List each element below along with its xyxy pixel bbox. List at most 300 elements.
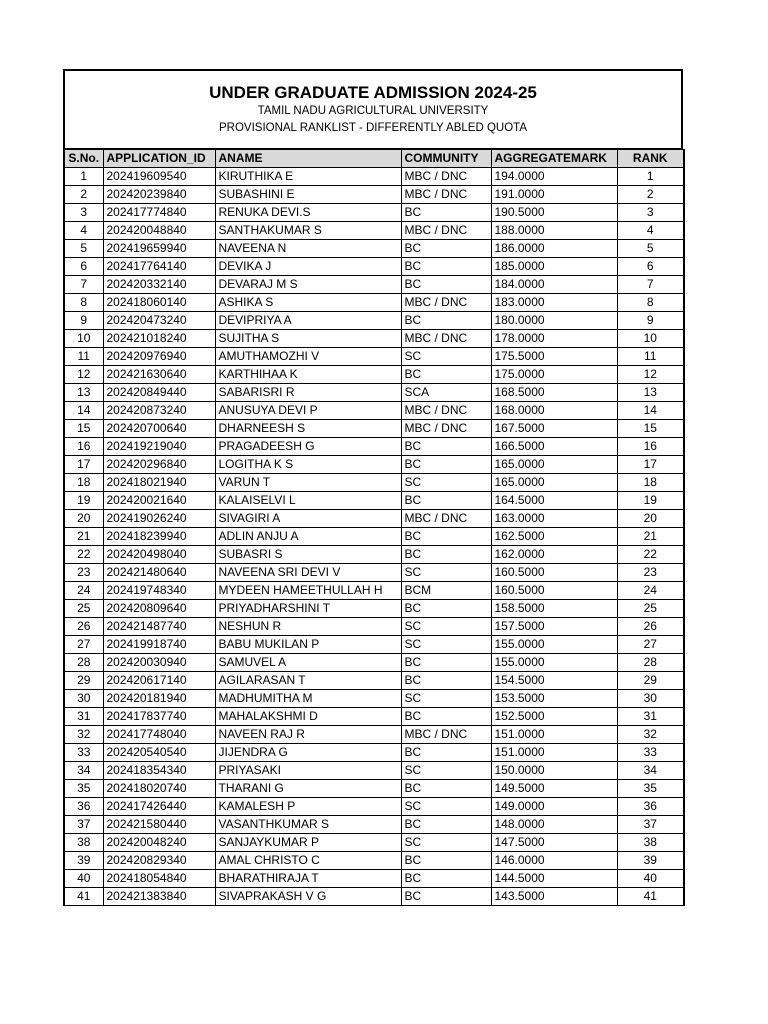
cell-application-id: 202419026240 xyxy=(103,510,215,528)
table-row xyxy=(64,330,684,348)
cell-sno: 36 xyxy=(64,798,103,816)
cell-aname: KALAISELVI L xyxy=(215,492,401,510)
cell-community: BC xyxy=(401,852,491,870)
cell-sno: 31 xyxy=(64,708,103,726)
table-row xyxy=(64,672,684,690)
cell-application-id: 202420809640 xyxy=(103,600,215,618)
cell-aggregatemark: 143.5000 xyxy=(491,888,617,906)
cell-rank: 6 xyxy=(617,258,684,276)
cell-aggregatemark: 151.0000 xyxy=(491,744,617,762)
table-row xyxy=(64,168,684,186)
cell-aname: KIRUTHIKA E xyxy=(215,168,401,186)
cell-aname: PRIYASAKI xyxy=(215,762,401,780)
table-row xyxy=(64,546,684,564)
table-row xyxy=(64,456,684,474)
cell-application-id: 202420617140 xyxy=(103,672,215,690)
cell-aggregatemark: 154.5000 xyxy=(491,672,617,690)
cell-aname: THARANI G xyxy=(215,780,401,798)
cell-aname: DEVIKA J xyxy=(215,258,401,276)
cell-community: MBC / DNC xyxy=(401,726,491,744)
cell-aggregatemark: 175.5000 xyxy=(491,348,617,366)
cell-community: BC xyxy=(401,672,491,690)
cell-rank: 32 xyxy=(617,726,684,744)
col-header-sno: S.No. xyxy=(64,150,103,168)
table-row xyxy=(64,798,684,816)
cell-sno: 33 xyxy=(64,744,103,762)
cell-community: SC xyxy=(401,690,491,708)
cell-rank: 19 xyxy=(617,492,684,510)
table-row xyxy=(64,402,684,420)
cell-application-id: 202417748040 xyxy=(103,726,215,744)
cell-rank: 41 xyxy=(617,888,684,906)
cell-rank: 18 xyxy=(617,474,684,492)
cell-community: SC xyxy=(401,564,491,582)
cell-rank: 34 xyxy=(617,762,684,780)
cell-aname: SAMUVEL A xyxy=(215,654,401,672)
cell-aggregatemark: 147.5000 xyxy=(491,834,617,852)
cell-aggregatemark: 162.5000 xyxy=(491,528,617,546)
cell-application-id: 202420332140 xyxy=(103,276,215,294)
cell-aname: SUBASHINI E xyxy=(215,186,401,204)
cell-community: SCA xyxy=(401,384,491,402)
cell-aggregatemark: 146.0000 xyxy=(491,852,617,870)
cell-sno: 24 xyxy=(64,582,103,600)
table-row xyxy=(64,636,684,654)
cell-community: BC xyxy=(401,258,491,276)
table-header-row xyxy=(64,150,684,168)
cell-rank: 4 xyxy=(617,222,684,240)
cell-community: SC xyxy=(401,618,491,636)
cell-application-id: 202420239840 xyxy=(103,186,215,204)
cell-community: BC xyxy=(401,654,491,672)
cell-aggregatemark: 163.0000 xyxy=(491,510,617,528)
cell-aname: PRIYADHARSHINI T xyxy=(215,600,401,618)
table-row xyxy=(64,690,684,708)
table-row xyxy=(64,852,684,870)
table-row xyxy=(64,204,684,222)
cell-sno: 14 xyxy=(64,402,103,420)
cell-community: SC xyxy=(401,474,491,492)
cell-community: BC xyxy=(401,600,491,618)
cell-application-id: 202417837740 xyxy=(103,708,215,726)
cell-aname: NAVEEN RAJ R xyxy=(215,726,401,744)
cell-sno: 15 xyxy=(64,420,103,438)
cell-sno: 37 xyxy=(64,816,103,834)
cell-community: MBC / DNC xyxy=(401,510,491,528)
cell-rank: 31 xyxy=(617,708,684,726)
cell-rank: 35 xyxy=(617,780,684,798)
cell-application-id: 202417774840 xyxy=(103,204,215,222)
cell-aggregatemark: 160.5000 xyxy=(491,582,617,600)
cell-community: BC xyxy=(401,456,491,474)
cell-community: BC xyxy=(401,744,491,762)
cell-sno: 22 xyxy=(64,546,103,564)
cell-sno: 28 xyxy=(64,654,103,672)
cell-application-id: 202419748340 xyxy=(103,582,215,600)
cell-aggregatemark: 153.5000 xyxy=(491,690,617,708)
cell-application-id: 202419219040 xyxy=(103,438,215,456)
cell-sno: 9 xyxy=(64,312,103,330)
cell-rank: 8 xyxy=(617,294,684,312)
cell-community: MBC / DNC xyxy=(401,330,491,348)
cell-application-id: 202417764140 xyxy=(103,258,215,276)
cell-sno: 21 xyxy=(64,528,103,546)
cell-application-id: 202417426440 xyxy=(103,798,215,816)
cell-rank: 20 xyxy=(617,510,684,528)
cell-rank: 5 xyxy=(617,240,684,258)
cell-community: BC xyxy=(401,816,491,834)
cell-aname: AGILARASAN T xyxy=(215,672,401,690)
cell-rank: 7 xyxy=(617,276,684,294)
cell-rank: 11 xyxy=(617,348,684,366)
cell-application-id: 202418020740 xyxy=(103,780,215,798)
cell-community: BCM xyxy=(401,582,491,600)
cell-aggregatemark: 184.0000 xyxy=(491,276,617,294)
table-row xyxy=(64,744,684,762)
table-row xyxy=(64,816,684,834)
table-row xyxy=(64,474,684,492)
cell-rank: 1 xyxy=(617,168,684,186)
col-header-community: COMMUNITY xyxy=(401,150,491,168)
table-row xyxy=(64,726,684,744)
cell-sno: 34 xyxy=(64,762,103,780)
cell-aggregatemark: 165.0000 xyxy=(491,474,617,492)
table-row xyxy=(64,312,684,330)
cell-sno: 17 xyxy=(64,456,103,474)
table-row xyxy=(64,582,684,600)
cell-aggregatemark: 160.5000 xyxy=(491,564,617,582)
cell-aname: ANUSUYA DEVI P xyxy=(215,402,401,420)
cell-sno: 3 xyxy=(64,204,103,222)
cell-aname: BABU MUKILAN P xyxy=(215,636,401,654)
cell-community: BC xyxy=(401,888,491,906)
cell-community: BC xyxy=(401,312,491,330)
cell-aggregatemark: 157.5000 xyxy=(491,618,617,636)
cell-community: BC xyxy=(401,438,491,456)
cell-rank: 28 xyxy=(617,654,684,672)
cell-community: BC xyxy=(401,546,491,564)
cell-community: BC xyxy=(401,528,491,546)
col-header-aname: ANAME xyxy=(215,150,401,168)
cell-aname: NAVEENA SRI DEVI V xyxy=(215,564,401,582)
cell-aggregatemark: 158.5000 xyxy=(491,600,617,618)
table-row xyxy=(64,186,684,204)
cell-application-id: 202421480640 xyxy=(103,564,215,582)
document-header xyxy=(63,69,683,149)
cell-rank: 26 xyxy=(617,618,684,636)
table-row xyxy=(64,708,684,726)
cell-community: BC xyxy=(401,780,491,798)
cell-application-id: 202420296840 xyxy=(103,456,215,474)
cell-aggregatemark: 148.0000 xyxy=(491,816,617,834)
cell-sno: 1 xyxy=(64,168,103,186)
cell-sno: 29 xyxy=(64,672,103,690)
cell-community: BC xyxy=(401,366,491,384)
cell-rank: 10 xyxy=(617,330,684,348)
cell-aname: NESHUN R xyxy=(215,618,401,636)
ranklist-sheet xyxy=(63,69,683,906)
cell-aggregatemark: 149.0000 xyxy=(491,798,617,816)
cell-aname: DEVARAJ M S xyxy=(215,276,401,294)
cell-application-id: 202420048840 xyxy=(103,222,215,240)
cell-rank: 27 xyxy=(617,636,684,654)
cell-community: MBC / DNC xyxy=(401,402,491,420)
table-row xyxy=(64,780,684,798)
cell-aggregatemark: 152.5000 xyxy=(491,708,617,726)
cell-rank: 3 xyxy=(617,204,684,222)
table-row xyxy=(64,528,684,546)
cell-application-id: 202421018240 xyxy=(103,330,215,348)
cell-rank: 39 xyxy=(617,852,684,870)
cell-sno: 19 xyxy=(64,492,103,510)
cell-rank: 13 xyxy=(617,384,684,402)
cell-application-id: 202420498040 xyxy=(103,546,215,564)
cell-community: SC xyxy=(401,834,491,852)
cell-aname: JIJENDRA G xyxy=(215,744,401,762)
cell-application-id: 202421630640 xyxy=(103,366,215,384)
cell-aname: AMUTHAMOZHI V xyxy=(215,348,401,366)
cell-application-id: 202418239940 xyxy=(103,528,215,546)
cell-application-id: 202418021940 xyxy=(103,474,215,492)
cell-aname: LOGITHA K S xyxy=(215,456,401,474)
cell-rank: 40 xyxy=(617,870,684,888)
cell-rank: 12 xyxy=(617,366,684,384)
cell-sno: 39 xyxy=(64,852,103,870)
cell-application-id: 202420829340 xyxy=(103,852,215,870)
cell-application-id: 202421487740 xyxy=(103,618,215,636)
cell-sno: 4 xyxy=(64,222,103,240)
cell-aggregatemark: 191.0000 xyxy=(491,186,617,204)
cell-application-id: 202418054840 xyxy=(103,870,215,888)
cell-application-id: 202420700640 xyxy=(103,420,215,438)
cell-application-id: 202418354340 xyxy=(103,762,215,780)
cell-rank: 2 xyxy=(617,186,684,204)
cell-aggregatemark: 188.0000 xyxy=(491,222,617,240)
cell-aname: SUBASRI S xyxy=(215,546,401,564)
cell-aggregatemark: 144.5000 xyxy=(491,870,617,888)
cell-sno: 11 xyxy=(64,348,103,366)
cell-application-id: 202419659940 xyxy=(103,240,215,258)
cell-community: MBC / DNC xyxy=(401,168,491,186)
cell-rank: 36 xyxy=(617,798,684,816)
cell-aname: DEVIPRIYA A xyxy=(215,312,401,330)
table-row xyxy=(64,492,684,510)
cell-sno: 8 xyxy=(64,294,103,312)
cell-application-id: 202421580440 xyxy=(103,816,215,834)
cell-aname: KARTHIHAA K xyxy=(215,366,401,384)
cell-community: BC xyxy=(401,870,491,888)
cell-aggregatemark: 165.0000 xyxy=(491,456,617,474)
cell-aname: PRAGADEESH G xyxy=(215,438,401,456)
cell-application-id: 202419609540 xyxy=(103,168,215,186)
table-row xyxy=(64,438,684,456)
cell-rank: 23 xyxy=(617,564,684,582)
cell-sno: 16 xyxy=(64,438,103,456)
cell-aname: ADLIN ANJU A xyxy=(215,528,401,546)
table-row xyxy=(64,510,684,528)
cell-sno: 6 xyxy=(64,258,103,276)
table-row xyxy=(64,834,684,852)
cell-community: SC xyxy=(401,348,491,366)
cell-aggregatemark: 164.5000 xyxy=(491,492,617,510)
cell-aggregatemark: 178.0000 xyxy=(491,330,617,348)
cell-sno: 41 xyxy=(64,888,103,906)
col-header-application-id: APPLICATION_ID xyxy=(103,150,215,168)
table-row xyxy=(64,348,684,366)
cell-aname: MADHUMITHA M xyxy=(215,690,401,708)
cell-application-id: 202419918740 xyxy=(103,636,215,654)
cell-rank: 24 xyxy=(617,582,684,600)
cell-aname: VASANTHKUMAR S xyxy=(215,816,401,834)
cell-sno: 5 xyxy=(64,240,103,258)
cell-rank: 30 xyxy=(617,690,684,708)
cell-aname: VARUN T xyxy=(215,474,401,492)
cell-rank: 25 xyxy=(617,600,684,618)
cell-rank: 37 xyxy=(617,816,684,834)
cell-aggregatemark: 151.0000 xyxy=(491,726,617,744)
cell-aname: SIVAGIRI A xyxy=(215,510,401,528)
university-name: TAMIL NADU AGRICULTURAL UNIVERSITY xyxy=(257,105,489,117)
cell-community: BC xyxy=(401,276,491,294)
cell-rank: 16 xyxy=(617,438,684,456)
cell-aname: SANJAYKUMAR P xyxy=(215,834,401,852)
cell-aname: RENUKA DEVI.S xyxy=(215,204,401,222)
cell-sno: 13 xyxy=(64,384,103,402)
cell-aggregatemark: 167.5000 xyxy=(491,420,617,438)
cell-community: BC xyxy=(401,708,491,726)
cell-aname: SUJITHA S xyxy=(215,330,401,348)
cell-aname: AMAL CHRISTO C xyxy=(215,852,401,870)
table-row xyxy=(64,222,684,240)
cell-application-id: 202420849440 xyxy=(103,384,215,402)
cell-application-id: 202420021640 xyxy=(103,492,215,510)
cell-community: SC xyxy=(401,762,491,780)
table-row xyxy=(64,366,684,384)
table-row xyxy=(64,240,684,258)
table-row xyxy=(64,762,684,780)
cell-application-id: 202420873240 xyxy=(103,402,215,420)
cell-aggregatemark: 175.0000 xyxy=(491,366,617,384)
cell-community: MBC / DNC xyxy=(401,186,491,204)
table-row xyxy=(64,258,684,276)
table-row xyxy=(64,618,684,636)
cell-sno: 12 xyxy=(64,366,103,384)
ranklist-subtitle: PROVISIONAL RANKLIST - DIFFERENTLY ABLED QUOTA xyxy=(218,122,528,134)
col-header-aggregatemark: AGGREGATEMARK xyxy=(491,150,617,168)
cell-community: BC xyxy=(401,240,491,258)
cell-aggregatemark: 149.5000 xyxy=(491,780,617,798)
cell-rank: 14 xyxy=(617,402,684,420)
cell-aggregatemark: 150.0000 xyxy=(491,762,617,780)
cell-community: SC xyxy=(401,798,491,816)
cell-community: SC xyxy=(401,636,491,654)
cell-application-id: 202420181940 xyxy=(103,690,215,708)
cell-rank: 15 xyxy=(617,420,684,438)
cell-sno: 23 xyxy=(64,564,103,582)
cell-aggregatemark: 155.0000 xyxy=(491,636,617,654)
cell-rank: 21 xyxy=(617,528,684,546)
cell-sno: 35 xyxy=(64,780,103,798)
cell-rank: 9 xyxy=(617,312,684,330)
cell-sno: 30 xyxy=(64,690,103,708)
cell-sno: 38 xyxy=(64,834,103,852)
cell-rank: 22 xyxy=(617,546,684,564)
table-row xyxy=(64,384,684,402)
table-row xyxy=(64,654,684,672)
cell-application-id: 202420976940 xyxy=(103,348,215,366)
cell-aggregatemark: 162.0000 xyxy=(491,546,617,564)
cell-sno: 2 xyxy=(64,186,103,204)
cell-aggregatemark: 186.0000 xyxy=(491,240,617,258)
table-row xyxy=(64,294,684,312)
cell-application-id: 202420048240 xyxy=(103,834,215,852)
cell-rank: 17 xyxy=(617,456,684,474)
cell-sno: 26 xyxy=(64,618,103,636)
cell-application-id: 202421383840 xyxy=(103,888,215,906)
cell-aname: ASHIKA S xyxy=(215,294,401,312)
table-row xyxy=(64,420,684,438)
cell-aname: MYDEEN HAMEETHULLAH H xyxy=(215,582,401,600)
cell-aname: SIVAPRAKASH V G xyxy=(215,888,401,906)
table-row xyxy=(64,888,684,906)
cell-sno: 27 xyxy=(64,636,103,654)
table-row xyxy=(64,870,684,888)
cell-sno: 18 xyxy=(64,474,103,492)
cell-rank: 33 xyxy=(617,744,684,762)
cell-aggregatemark: 194.0000 xyxy=(491,168,617,186)
cell-aname: NAVEENA N xyxy=(215,240,401,258)
cell-aname: BHARATHIRAJA T xyxy=(215,870,401,888)
cell-aggregatemark: 190.5000 xyxy=(491,204,617,222)
cell-aname: MAHALAKSHMI D xyxy=(215,708,401,726)
cell-aggregatemark: 183.0000 xyxy=(491,294,617,312)
cell-aname: SABARISRI R xyxy=(215,384,401,402)
cell-community: MBC / DNC xyxy=(401,420,491,438)
document-title: UNDER GRADUATE ADMISSION 2024-25 xyxy=(209,83,537,102)
cell-aggregatemark: 168.0000 xyxy=(491,402,617,420)
cell-rank: 38 xyxy=(617,834,684,852)
cell-aname: SANTHAKUMAR S xyxy=(215,222,401,240)
cell-community: MBC / DNC xyxy=(401,222,491,240)
cell-community: MBC / DNC xyxy=(401,294,491,312)
cell-application-id: 202420540540 xyxy=(103,744,215,762)
cell-aggregatemark: 180.0000 xyxy=(491,312,617,330)
table-row xyxy=(64,600,684,618)
col-header-rank: RANK xyxy=(617,150,684,168)
cell-sno: 40 xyxy=(64,870,103,888)
cell-sno: 25 xyxy=(64,600,103,618)
cell-sno: 7 xyxy=(64,276,103,294)
cell-community: BC xyxy=(401,492,491,510)
cell-sno: 32 xyxy=(64,726,103,744)
cell-aggregatemark: 185.0000 xyxy=(491,258,617,276)
ranklist-table xyxy=(63,149,685,906)
cell-aggregatemark: 168.5000 xyxy=(491,384,617,402)
cell-aggregatemark: 155.0000 xyxy=(491,654,617,672)
cell-sno: 20 xyxy=(64,510,103,528)
cell-rank: 29 xyxy=(617,672,684,690)
table-row xyxy=(64,276,684,294)
table-row xyxy=(64,564,684,582)
cell-application-id: 202420030940 xyxy=(103,654,215,672)
cell-aname: KAMALESH P xyxy=(215,798,401,816)
cell-application-id: 202420473240 xyxy=(103,312,215,330)
cell-application-id: 202418060140 xyxy=(103,294,215,312)
cell-community: BC xyxy=(401,204,491,222)
cell-aname: DHARNEESH S xyxy=(215,420,401,438)
cell-sno: 10 xyxy=(64,330,103,348)
cell-aggregatemark: 166.5000 xyxy=(491,438,617,456)
